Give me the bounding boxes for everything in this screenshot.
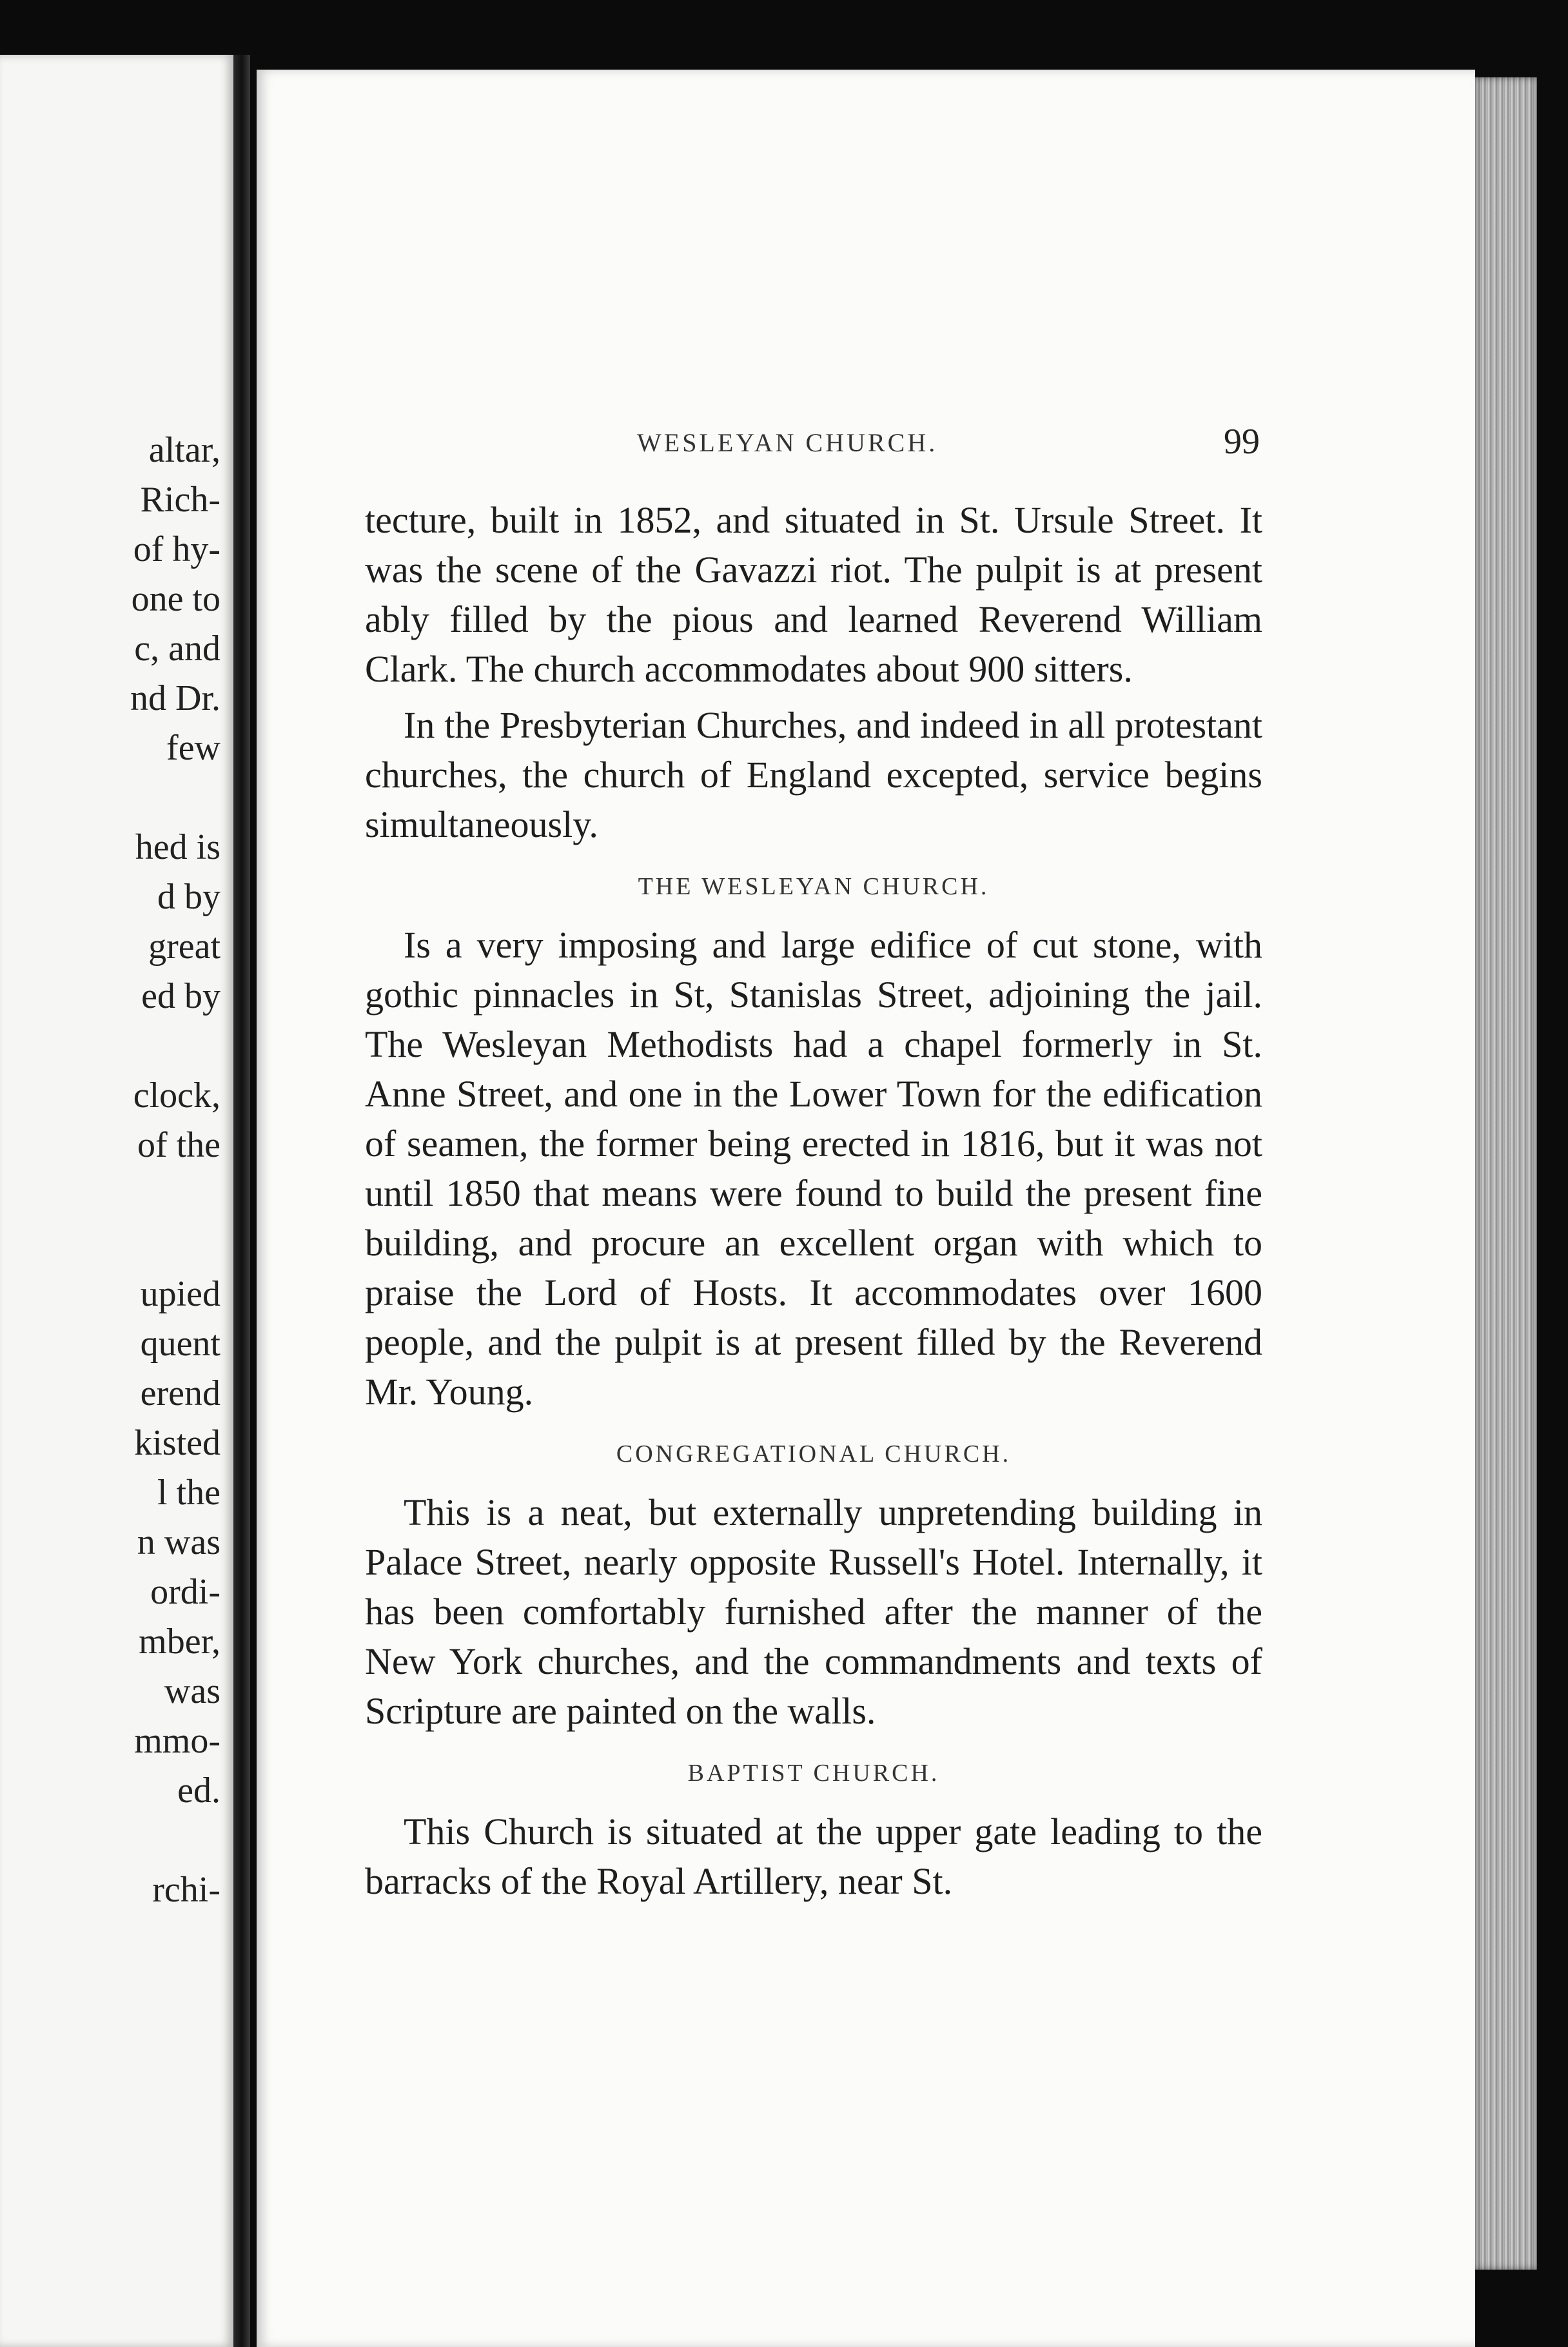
facing-page-line: n was — [137, 1522, 220, 1562]
facing-page-line: great — [148, 927, 220, 967]
facing-page-text — [1, 426, 220, 1915]
running-title: WESLEYAN CHURCH. — [637, 428, 938, 457]
facing-page-line — [1, 1170, 220, 1220]
facing-page-line: rchi- — [152, 1870, 220, 1910]
facing-page-line: mber, — [139, 1622, 220, 1662]
running-head — [257, 422, 1475, 466]
facing-page-line: nd Dr. — [130, 678, 220, 718]
facing-page-left — [0, 55, 233, 2347]
facing-page-line: one to — [131, 579, 220, 619]
paragraph-baptist: This Church is situated at the upper gate leading to the barracks of the Royal Artillery, near St. — [365, 1811, 1262, 1902]
page-number: 99 — [1224, 422, 1260, 462]
facing-page-line: hed is — [135, 827, 220, 867]
facing-page-line: erend — [140, 1373, 220, 1413]
facing-page-line: altar, — [148, 430, 220, 470]
facing-page-line: quent — [140, 1324, 220, 1364]
facing-page-line: kisted — [134, 1423, 220, 1463]
facing-page-line: d by — [157, 877, 220, 917]
facing-page-line: few — [166, 728, 220, 768]
facing-page-line: clock, — [133, 1075, 220, 1115]
facing-page-line: ed by — [141, 976, 220, 1016]
facing-page-line — [1, 1021, 220, 1071]
page-body — [365, 495, 1262, 1906]
facing-page-line: l the — [157, 1473, 220, 1513]
page-edges — [1475, 77, 1537, 2270]
facing-page-line: upied — [140, 1274, 220, 1314]
facing-page-line: ed. — [177, 1771, 220, 1811]
paragraph-continuation: tecture, built in 1852, and situated in St. Ursule Street. It was the scene of the Gavazzi riot. The pulpit is at present ably filled by the pious and learned Reverend William Clark. The church accommodates about 900 sitters. — [365, 499, 1262, 690]
facing-page-line: of hy- — [133, 529, 220, 569]
section-heading-baptist: BAPTIST CHURCH. — [687, 1760, 940, 1787]
facing-page-line — [1, 773, 220, 823]
facing-page-line — [1, 1816, 220, 1865]
facing-page-line — [1, 1220, 220, 1270]
facing-page-line: was — [164, 1671, 220, 1711]
paragraph-congregational: This is a neat, but externally unpretending building in Palace Street, nearly opposite Russell's Hotel. Internally, it has been comfortably furnished after the manner of the New York churches, and the commandments and texts of Scripture are painted on the walls. — [365, 1491, 1262, 1732]
section-heading-wesleyan: THE WESLEYAN CHURCH. — [638, 873, 990, 900]
section-heading-congregational: CONGREGATIONAL CHURCH. — [616, 1440, 1012, 1468]
facing-page-line: c, and — [134, 629, 220, 669]
facing-page-line: of the — [137, 1125, 220, 1165]
paragraph-wesleyan: Is a very imposing and large edifice of cut stone, with gothic pinnacles in St, Stanislas Street, adjoining the jail. The Wesleyan Methodists had a chapel formerly in St. Anne Street, and one in the Lower Town for the edification of seamen, the former being erected in 1816, but it was not until 1850 that means were found to build the present fine building, and procure an excellent organ with which to praise the Lord of Hosts. It accommodates over 1600 people, and the pulpit is at present filled by the Reverend Mr. Young. — [365, 924, 1262, 1413]
book-gutter — [233, 55, 250, 2347]
facing-page-line: ordi- — [150, 1572, 220, 1612]
facing-page-line: Rich- — [140, 480, 220, 520]
facing-page-line: mmo- — [134, 1721, 220, 1761]
paragraph-presbyterian-service: In the Presbyterian Churches, and indeed in all protestant churches, the church of England excepted, service begins simultaneously. — [365, 704, 1262, 845]
book-page — [257, 70, 1475, 2347]
